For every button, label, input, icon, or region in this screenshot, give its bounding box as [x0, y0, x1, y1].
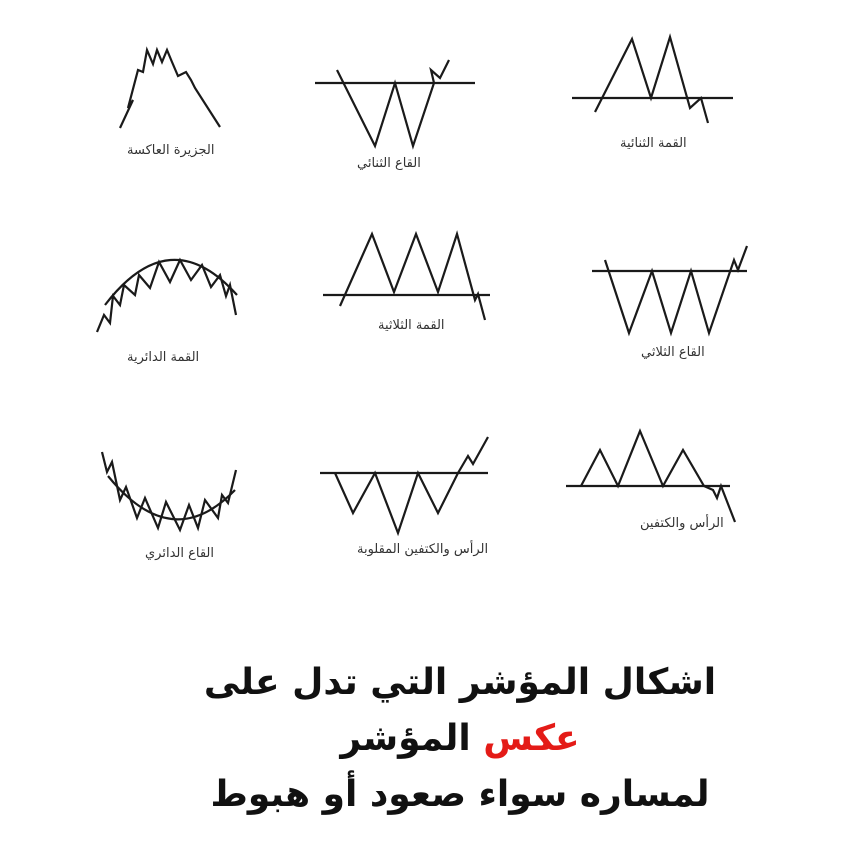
triple-top-label: القمة الثلاثية	[378, 318, 445, 333]
caption-line-1-end: المؤشر	[340, 718, 484, 759]
caption-line-1-start: اشكال المؤشر التي تدل على	[203, 662, 717, 703]
caption	[150, 655, 770, 823]
rounding-top-label: القمة الدائرية	[127, 350, 200, 365]
caption-line-2: لمساره سواء صعود أو هبوط	[210, 774, 710, 815]
triple-bottom-pattern	[592, 246, 747, 333]
double-top-label: القمة الثنائية	[620, 136, 687, 151]
double-bottom-label: القاع الثنائي	[357, 156, 421, 171]
rounding-bottom-label: القاع الدائري	[145, 546, 214, 561]
triple-bottom-label: القاع الثلاثي	[641, 345, 705, 360]
rounding-top-pattern	[97, 260, 237, 332]
head-shoulders-label: الرأس والكتفين	[640, 516, 724, 531]
inverse-head-shoulders-label: الرأس والكتفين المقلوبة	[357, 542, 489, 557]
triple-top-pattern	[323, 234, 490, 320]
rounding-bottom-pattern	[102, 452, 236, 530]
inverse-head-shoulders-pattern	[320, 437, 488, 533]
reverse-island-label: الجزيرة العاكسة	[127, 143, 215, 158]
caption-line-1	[150, 655, 770, 767]
head-shoulders-pattern	[566, 431, 735, 522]
double-top-pattern	[572, 37, 733, 123]
double-bottom-pattern	[315, 60, 475, 146]
reverse-island-pattern	[120, 50, 220, 128]
caption-highlight: عكس	[483, 718, 580, 759]
